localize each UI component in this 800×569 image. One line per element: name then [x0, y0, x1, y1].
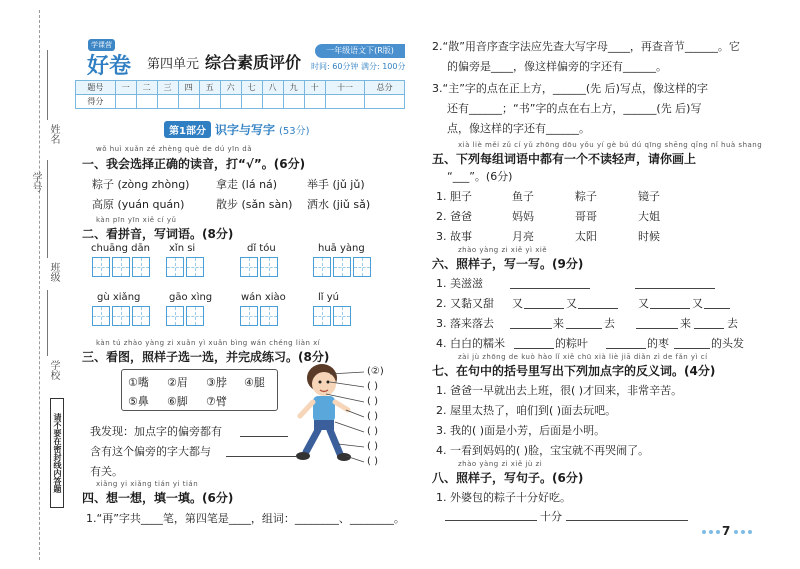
answer-blank[interactable] [514, 348, 554, 349]
answer-blank[interactable] [566, 328, 602, 329]
writing-grid[interactable] [240, 306, 258, 326]
page-dot [709, 530, 713, 534]
writing-grid[interactable] [333, 257, 351, 277]
score-cell: 三 [157, 81, 178, 95]
answer-blank[interactable] [694, 328, 724, 329]
score-cell: 总分 [365, 81, 405, 95]
option-item: ④腿 [244, 376, 265, 389]
writing-grid[interactable] [313, 257, 331, 277]
page-dot [748, 530, 752, 534]
q6-pinyin: zhào yàng zi xiě yì xiě [458, 246, 548, 254]
q4-line[interactable]: 2.“散”用音序查字法应先查大写字母____，再查音节______。它 [432, 40, 740, 53]
school-field[interactable] [47, 290, 48, 356]
score-input[interactable] [262, 95, 283, 109]
writing-grid[interactable] [112, 306, 130, 326]
score-cell: 七 [241, 81, 262, 95]
pinyin-word: huā yàng [318, 243, 365, 254]
no-answer-warning: 请不要在密封线内答题 [50, 398, 64, 508]
score-cell: 题号 [76, 81, 116, 95]
option-item: ⑥脚 [167, 395, 188, 408]
q4-line[interactable]: 点，像这样的字还有______。 [447, 122, 590, 135]
score-row-label: 得分 [76, 95, 116, 109]
q6-word: 的枣 [647, 337, 669, 350]
answer-paren[interactable]: ( ) [367, 381, 378, 392]
writing-grid[interactable] [166, 306, 184, 326]
example-answer: (②) [367, 366, 384, 377]
q7-title: 七、在句中的括号里写出下列加点字的反义词。(4分) [432, 364, 716, 378]
unit-label: 第四单元 [147, 57, 200, 72]
score-cell: 八 [262, 81, 283, 95]
page-dot [702, 530, 706, 534]
score-cell: 六 [220, 81, 241, 95]
page-header [75, 36, 405, 80]
q1-item[interactable]: 粽子 (zòng zhòng) [92, 178, 190, 191]
writing-grid[interactable] [353, 257, 371, 277]
class-field[interactable] [47, 160, 48, 258]
test-title: 综合素质评价 [205, 53, 302, 72]
q1-item[interactable]: 散步 (sǎn sàn) [216, 198, 293, 211]
class-label: 班级 [48, 262, 59, 282]
score-table-score-row [76, 95, 405, 109]
q3-pinyin: kàn tú zhào yàng zi xuǎn yì xuǎn bìng wán chéng liàn xí [96, 339, 321, 347]
grade-badge: 一年级语文下(R版) [315, 44, 405, 58]
answer-paren[interactable]: ( ) [367, 411, 378, 422]
q6-word: 又 [566, 297, 577, 310]
q5-word[interactable]: 哥哥 [575, 210, 597, 223]
score-input[interactable] [220, 95, 241, 109]
q6-word: 来 [553, 317, 564, 330]
score-cell: 一 [115, 81, 136, 95]
score-input[interactable] [241, 95, 262, 109]
score-cell: 十 [304, 81, 325, 95]
page-number: 7 [722, 524, 731, 538]
page-dot [741, 530, 745, 534]
answer-blank[interactable] [578, 308, 618, 309]
part-name: 识字与写字 [214, 123, 275, 137]
option-item: ①嘴 [128, 376, 149, 389]
logo: 好卷 [87, 53, 132, 79]
option-item: ⑦臂 [206, 395, 227, 408]
score-cell: 九 [283, 81, 304, 95]
score-input[interactable] [365, 95, 405, 109]
q3-found-text: 我发现：加点字的偏旁都有 [90, 425, 222, 438]
score-input[interactable] [115, 95, 136, 109]
q3-meaning-text: 含有这个偏旁的字大都与 [90, 445, 211, 458]
q6-example: 1. 美滋滋 [436, 277, 483, 290]
q7-line[interactable]: 4. 一看到妈妈的( )脸，宝宝就不再哭闹了。 [436, 444, 650, 457]
q6-word: 去 [727, 317, 738, 330]
writing-grid[interactable] [186, 306, 204, 326]
q1-item[interactable]: 拿走 (lá ná) [216, 178, 278, 191]
score-cell: 五 [199, 81, 220, 95]
score-table [75, 80, 405, 109]
q3-meaning-end: 有关。 [90, 465, 123, 478]
q5-word[interactable]: 大姐 [638, 210, 660, 223]
part-score: (53分) [278, 126, 310, 137]
q4-pinyin: xiǎng yi xiǎng tián yi tián [96, 480, 199, 488]
part-banner [164, 121, 310, 138]
writing-grid[interactable] [132, 257, 150, 277]
q1-pinyin: wǒ huì xuǎn zé zhèng què de dú yīn dǎ [96, 145, 253, 153]
name-label: 姓名 [48, 124, 59, 144]
score-input[interactable] [199, 95, 220, 109]
q7-line[interactable]: 2. 屋里太热了，咱们到( )面去玩吧。 [436, 404, 617, 417]
option-item: ③脖 [206, 376, 227, 389]
q4-line[interactable]: 3.“主”字的点在正上方，______(先 后)写点，像这样的字 [432, 82, 708, 95]
q6-word: 的粽叶 [555, 337, 588, 350]
body-part-options [121, 369, 278, 411]
q5-word[interactable]: 月亮 [512, 230, 534, 243]
score-input[interactable] [178, 95, 199, 109]
pinyin-word: gāo xìng [169, 292, 213, 303]
q6-word: 去 [604, 317, 615, 330]
pinyin-word: dǐ tóu [247, 243, 276, 254]
q5-word[interactable]: 3. 故事 [436, 230, 472, 243]
score-input[interactable] [283, 95, 304, 109]
seal-line [39, 10, 40, 560]
q5-word[interactable]: 2. 爸爸 [436, 210, 472, 223]
score-input[interactable] [304, 95, 325, 109]
score-cell: 十一 [325, 81, 365, 95]
q8-pinyin: zhào yàng zi xiě jù zi [458, 460, 543, 468]
q7-pinyin: zài jù zhōng de kuò hào lǐ xiě chū xià liè jiā diǎn zì de fǎn yì cí [458, 353, 708, 361]
answer-blank[interactable] [566, 520, 688, 521]
q2-title: 二、看拼音，写词语。(8分) [82, 227, 234, 241]
q7-line[interactable]: 1. 爸爸一早就出去上班，很( )才回来，非常辛苦。 [436, 384, 683, 397]
option-item: ⑤鼻 [128, 395, 149, 408]
q4-line[interactable]: 还有______；“书”字的点在右上方，______(先 后)写 [447, 102, 702, 115]
score-input[interactable] [136, 95, 157, 109]
name-field[interactable] [47, 50, 48, 120]
q8-word: 十分 [540, 510, 562, 523]
q6-word: 的头发 [711, 337, 744, 350]
score-input[interactable] [157, 95, 178, 109]
q4-line[interactable]: 1.“再”字共____笔，第四笔是____，组词：________、________。 [86, 512, 405, 525]
answer-blank[interactable] [226, 456, 296, 457]
unit-title [147, 50, 301, 73]
page-dot [716, 530, 720, 534]
school-label: 学校 [48, 360, 59, 380]
answer-blank[interactable] [510, 288, 590, 289]
logo-tag: 学课营 [88, 39, 115, 51]
pinyin-word: chuāng dān [91, 243, 150, 254]
pinyin-word: lǐ yú [318, 292, 339, 303]
q5-word[interactable]: 时候 [638, 230, 660, 243]
q6-word: 又 [638, 297, 649, 310]
writing-grid[interactable] [112, 257, 130, 277]
answer-paren[interactable]: ( ) [367, 456, 378, 467]
writing-grid[interactable] [333, 306, 351, 326]
q1-item[interactable]: 洒水 (jiǔ sǎ) [307, 198, 371, 211]
q6-example: 2. 又黏又甜 [436, 297, 494, 310]
answer-blank[interactable] [674, 348, 710, 349]
score-cell: 四 [178, 81, 199, 95]
answer-blank[interactable] [445, 520, 537, 521]
writing-grid[interactable] [166, 257, 184, 277]
part-number: 第1部分 [164, 121, 211, 138]
score-table-header-row [76, 81, 405, 95]
answer-paren[interactable]: ( ) [367, 396, 378, 407]
q2-pinyin: kàn pīn yīn xiě cí yǔ [96, 216, 177, 224]
q5-word[interactable]: 镜子 [638, 190, 660, 203]
answer-blank[interactable] [636, 328, 678, 329]
q5-title: 五、下列每组词语中都有一个不读轻声，请你画上 [432, 152, 697, 166]
writing-grid[interactable] [186, 257, 204, 277]
q6-example: 4. 白白的糯米 [436, 337, 505, 350]
writing-grid[interactable] [92, 306, 110, 326]
q5-word[interactable]: 1. 胆子 [436, 190, 472, 203]
q5-pinyin: xià liè měi zǔ cí yǔ zhōng dōu yǒu yí gè bú dú qīng shēng qǐng nǐ huà shang [458, 141, 763, 149]
q4-line[interactable]: 的偏旁是____，像这样偏旁的字还有______。 [447, 60, 667, 73]
q8-title: 八、照样子，写句子。(6分) [432, 471, 584, 485]
writing-grid[interactable] [260, 306, 278, 326]
writing-grid[interactable] [92, 257, 110, 277]
pinyin-word: gù xiǎng [97, 292, 141, 303]
q1-item[interactable]: 高原 (yuán quán) [92, 198, 185, 211]
q6-word: 又 [692, 297, 703, 310]
q5-word[interactable]: 粽子 [575, 190, 597, 203]
q5-title-cont: “___”。(6分) [447, 170, 513, 183]
q5-word[interactable]: 妈妈 [512, 210, 534, 223]
q7-line[interactable]: 3. 我的( )面是小芳，后面是小明。 [436, 424, 606, 437]
time-score-meta: 时间: 60分钟 满分: 100分 [311, 62, 406, 71]
q5-word[interactable]: 鱼子 [512, 190, 534, 203]
q3-title: 三、看图，照样子选一选，并完成练习。(8分) [82, 350, 330, 364]
q6-word: 来 [680, 317, 691, 330]
q5-word[interactable]: 太阳 [575, 230, 597, 243]
number-label: 学号 [30, 172, 41, 192]
writing-grid[interactable] [260, 257, 278, 277]
answer-blank[interactable] [606, 348, 646, 349]
writing-grid[interactable] [240, 257, 258, 277]
q6-title: 六、照样子，写一写。(9分) [432, 257, 584, 271]
q6-example: 3. 落来落去 [436, 317, 494, 330]
q1-title: 一、我会选择正确的读音，打“√”。(6分) [82, 157, 306, 171]
answer-blank[interactable] [240, 436, 288, 437]
answer-blank[interactable] [510, 328, 552, 329]
score-input[interactable] [325, 95, 365, 109]
answer-blank[interactable] [650, 308, 690, 309]
q6-word: 又 [512, 297, 523, 310]
writing-grid[interactable] [132, 306, 150, 326]
q4-title: 四、想一想，填一填。(6分) [82, 491, 234, 505]
answer-paren[interactable]: ( ) [367, 426, 378, 437]
q1-item[interactable]: 举手 (jǔ jǔ) [307, 178, 365, 191]
score-cell: 二 [136, 81, 157, 95]
q8-example: 1. 外婆包的粽子十分好吃。 [436, 491, 571, 504]
answer-blank[interactable] [524, 308, 564, 309]
writing-grid[interactable] [313, 306, 331, 326]
option-item: ②眉 [167, 376, 188, 389]
pinyin-word: xǐn si [169, 243, 196, 254]
answer-paren[interactable]: ( ) [367, 441, 378, 452]
answer-blank[interactable] [635, 288, 715, 289]
page-dot [734, 530, 738, 534]
answer-blank[interactable] [704, 308, 730, 309]
binding-strip [0, 0, 66, 569]
pinyin-word: wán xiào [241, 292, 286, 303]
